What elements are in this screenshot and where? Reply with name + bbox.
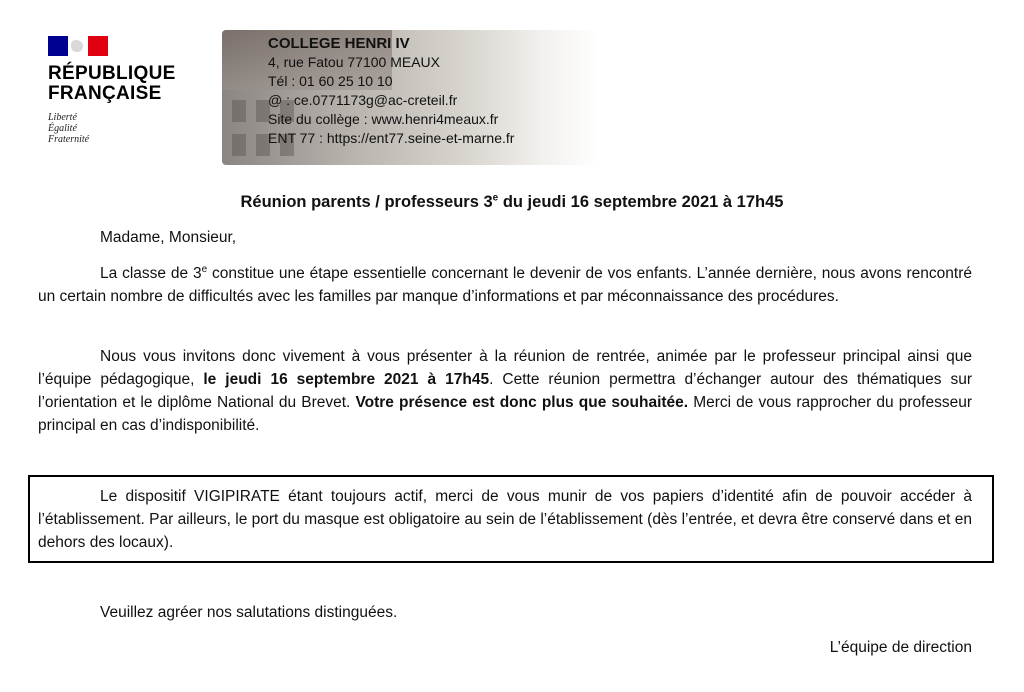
school-email[interactable]: @ : ce.0771173g@ac-creteil.fr xyxy=(268,92,458,108)
school-address: 4, rue Fatou 77100 MEAUX xyxy=(268,54,440,70)
school-ent[interactable]: ENT 77 : https://ent77.seine-et-marne.fr xyxy=(268,130,515,146)
school-website[interactable]: Site du collège : www.henri4meaux.fr xyxy=(268,111,499,127)
vigipirate-notice-text: Le dispositif VIGIPIRATE étant toujours actif, merci de vous munir de vos papiers d’identité afin de pouvoir accéder à l’établissement. Par ailleurs, le port du masque est obligatoire au sein de l’établissement (dès l’entrée, et devra être conservé dans et en dehors des locaux). xyxy=(38,488,972,551)
republic-name: RÉPUBLIQUE FRANÇAISE xyxy=(48,63,176,104)
republique-francaise-logo xyxy=(48,36,198,145)
republic-motto: Liberté Égalité Fraternité xyxy=(48,112,90,145)
closing-formula: Veuillez agréer nos salutations distinguées. xyxy=(100,604,398,621)
greeting: Madame, Monsieur, xyxy=(100,229,237,246)
school-name: COLLEGE HENRI IV xyxy=(268,35,410,52)
marianne-flag-icon xyxy=(48,36,108,56)
paragraph-1: La classe de 3e constitue une étape essentielle concernant le devenir de vos enfants. L’année dernière, nous avons rencontré un certain nombre de difficultés avec les familles par manque d’informations et par méconnaissance des procédures. xyxy=(38,263,972,305)
school-phone: Tél : 01 60 25 10 10 xyxy=(268,73,393,89)
signature: L’équipe de direction xyxy=(829,639,972,656)
school-contact-block xyxy=(268,34,514,148)
document-title: Réunion parents / professeurs 3e du jeudi 16 septembre 2021 à 17h45 xyxy=(240,192,784,211)
paragraph-2: Nous vous invitons donc vivement à vous présenter à la réunion de rentrée, animée par le professeur principal ainsi que l’équipe pédagogique, le jeudi 16 septembre 2021 à 17h45. Cette réunion permettra d’échanger autour des thématiques sur l’orientation et le diplôme National du Brevet. Votre présence est donc plus que souhaitée. Merci de vous rapprocher du professeur principal en cas d’indisponibilité. xyxy=(38,348,973,434)
